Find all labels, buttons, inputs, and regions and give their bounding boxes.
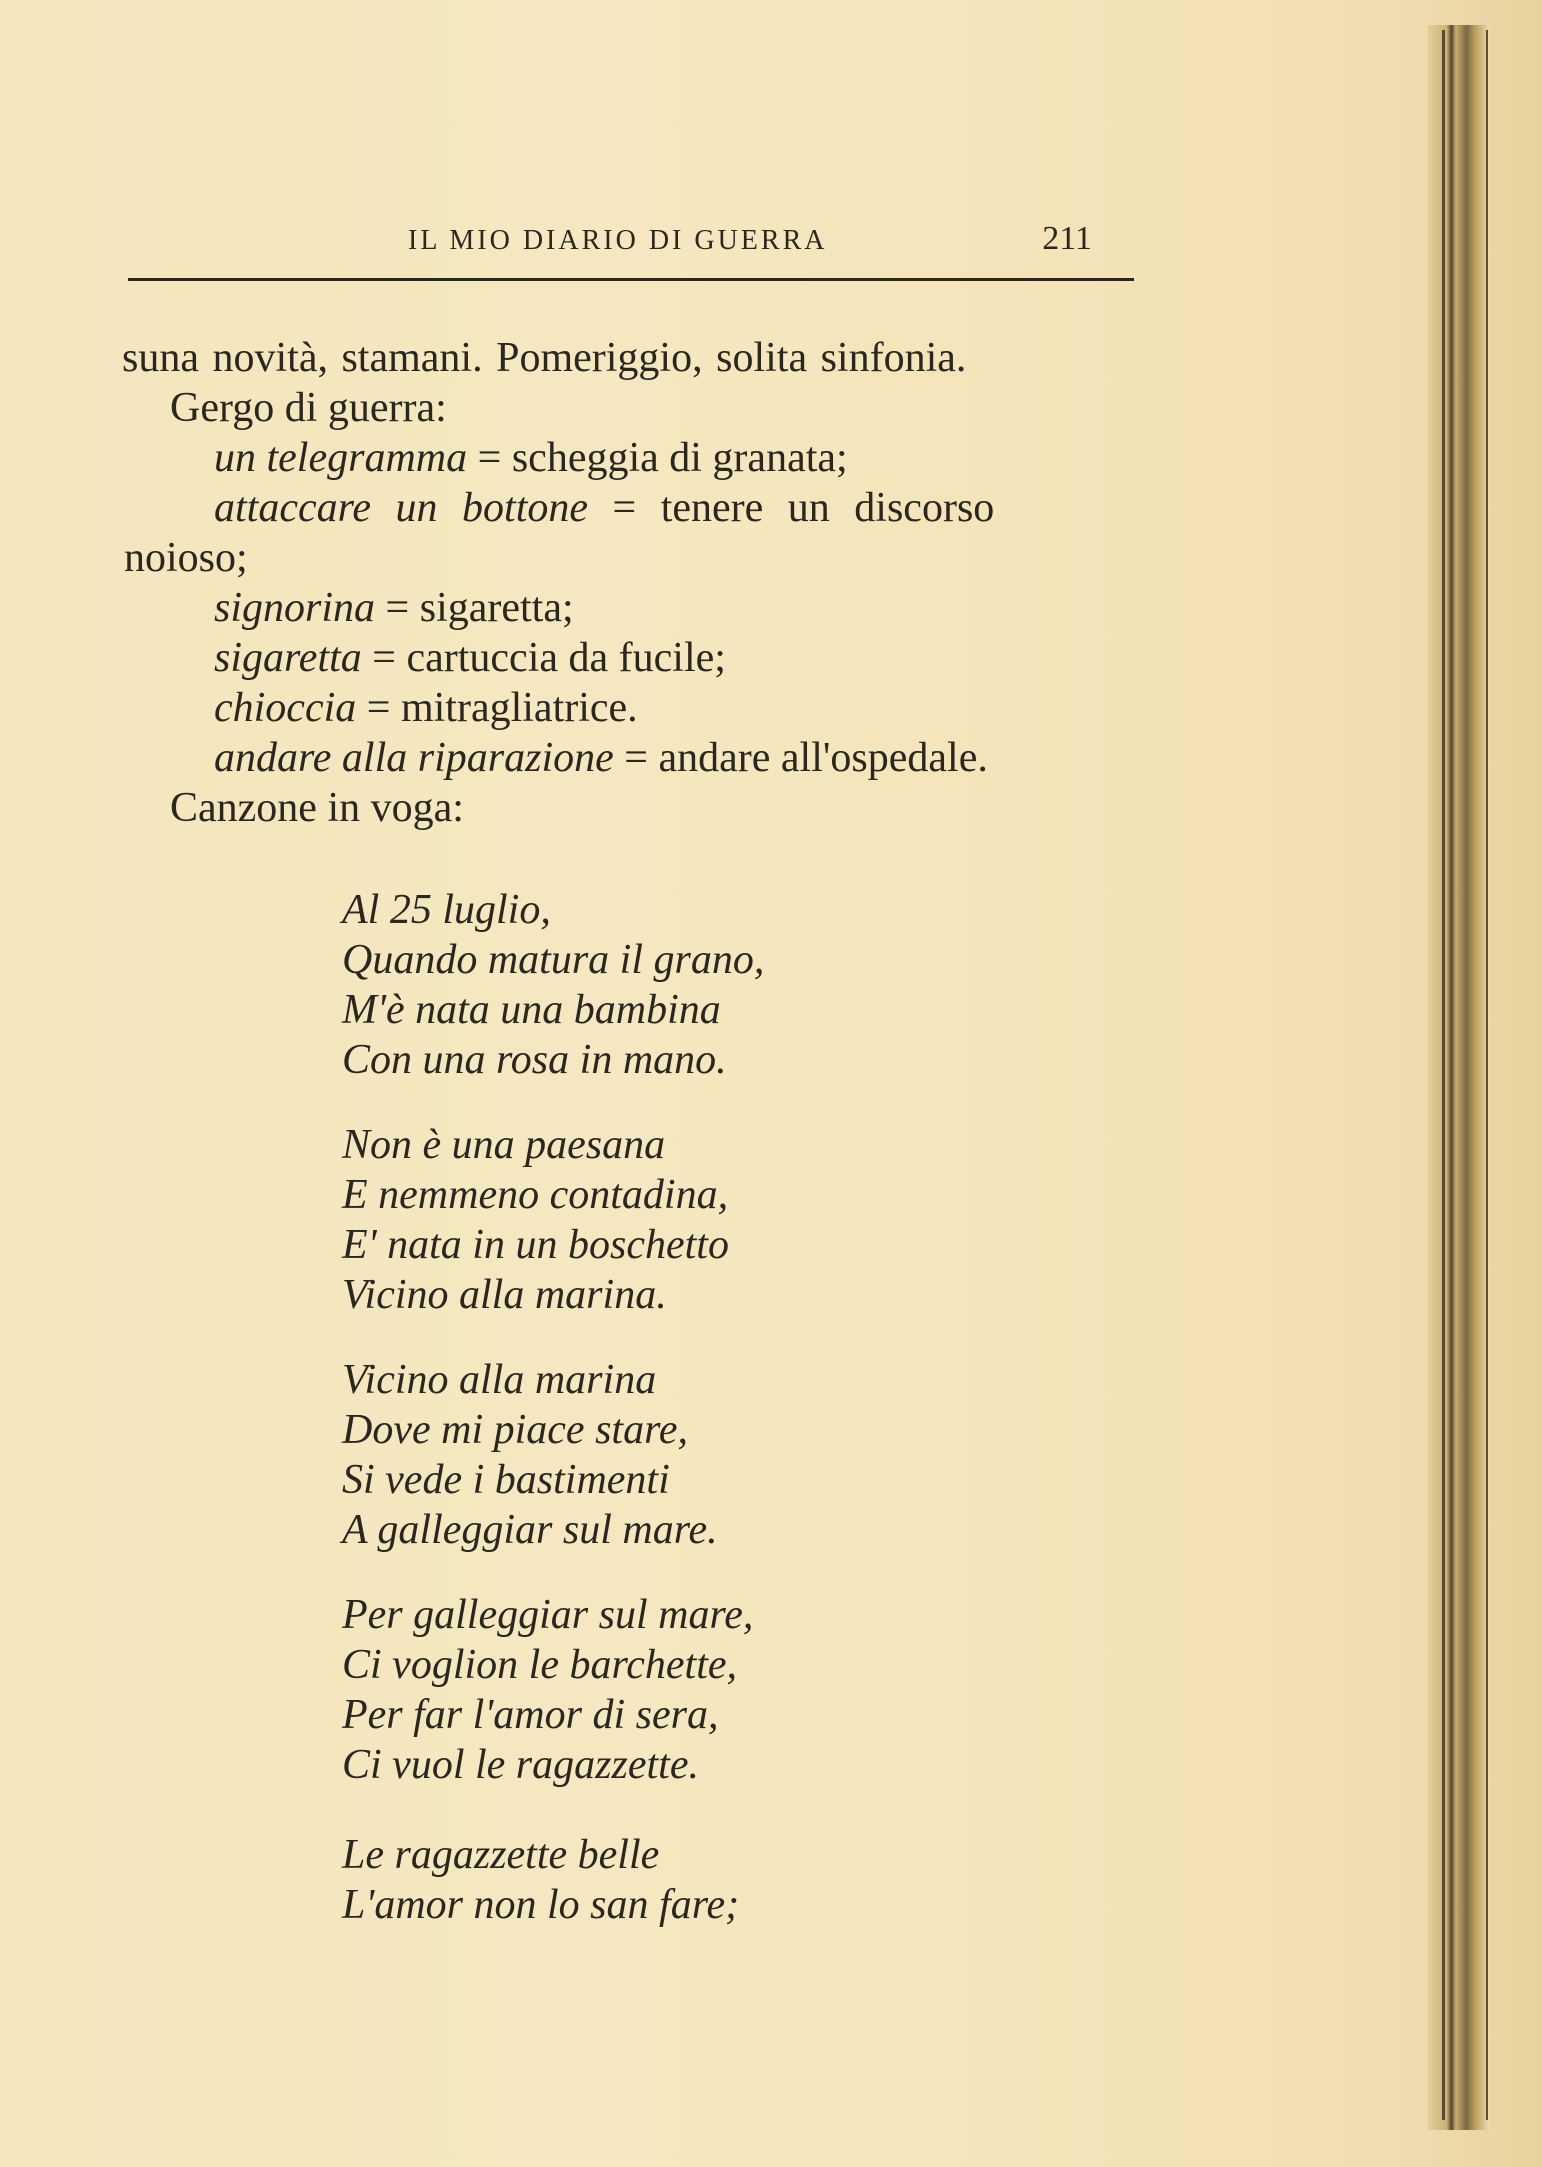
glossary-term: signorina — [214, 585, 376, 631]
glossary-term: sigaretta — [214, 635, 362, 681]
verse-line: M'è nata una bambina — [342, 987, 721, 1033]
glossary-term: andare alla riparazione — [214, 735, 614, 781]
page-number: 211 — [1042, 220, 1092, 257]
glossary-definition: = mitragliatrice. — [356, 685, 638, 731]
glossary-entry — [214, 433, 848, 483]
glossary-definition: = scheggia di granata; — [467, 435, 848, 481]
glossary-entry — [214, 733, 988, 783]
running-header — [128, 220, 1134, 270]
glossary-definition: = andare all'ospedale. — [613, 735, 988, 781]
glossary-term: un telegramma — [214, 435, 468, 481]
verse-line: Vicino alla marina — [342, 1357, 657, 1403]
spine-line-right — [1486, 30, 1488, 2120]
verse-line: Al 25 luglio, — [342, 887, 551, 933]
verse-line: Quando matura il grano, — [342, 937, 765, 983]
verse-line: Ci voglion le barchette, — [342, 1642, 738, 1688]
verse-line: Non è una paesana — [342, 1122, 666, 1168]
glossary-entry — [214, 583, 574, 633]
verse-line: Ci vuol le ragazzette. — [342, 1742, 699, 1788]
glossary-term: chioccia — [214, 685, 357, 731]
verse-line: A galleggiar sul mare. — [342, 1507, 718, 1553]
verse-line: Per far l'amor di sera, — [342, 1692, 719, 1738]
header-rule — [128, 278, 1134, 281]
spine-line-left — [1442, 30, 1445, 2120]
verse-line: Vicino alla marina. — [342, 1272, 667, 1318]
verse-line: E nemmeno contadina, — [342, 1172, 729, 1218]
prose-line: Canzone in voga: — [170, 785, 464, 831]
book-spine-edge — [1428, 25, 1490, 2130]
verse-line: Le ragazzette belle — [342, 1832, 660, 1878]
prose-line: Gergo di guerra: — [170, 385, 447, 431]
prose-line: suna novità, stamani. Pomeriggio, solita sinfonia. — [122, 335, 967, 381]
verse-line: E' nata in un boschetto — [342, 1222, 729, 1268]
verse-line: Per galleggiar sul mare, — [342, 1592, 754, 1638]
glossary-definition: = cartuccia da fucile; — [361, 635, 726, 681]
glossary-entry — [214, 633, 726, 683]
glossary-entry — [214, 483, 994, 533]
glossary-definition: = sigaretta; — [375, 585, 574, 631]
running-title: IL MIO DIARIO DI GUERRA — [408, 225, 828, 256]
prose-line: noioso; — [124, 535, 248, 581]
glossary-term: attaccare un bottone — [214, 485, 589, 531]
verse-line: Con una rosa in mano. — [342, 1037, 727, 1083]
verse-line: Si vede i bastimenti — [342, 1457, 670, 1503]
verse-line: Dove mi piace stare, — [342, 1407, 689, 1453]
glossary-definition: = tenere un discorso — [588, 485, 995, 531]
glossary-entry — [214, 683, 638, 733]
verse-line: L'amor non lo san fare; — [342, 1882, 740, 1928]
